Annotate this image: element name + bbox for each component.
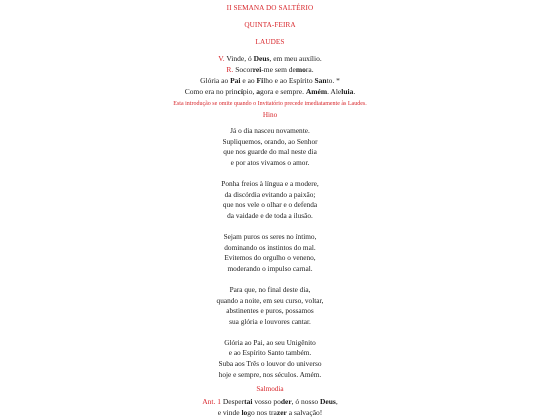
week-heading: II SEMANA DO SALTÉRIO bbox=[226, 4, 314, 12]
hymn-line: e por atos vivamos o amor. bbox=[230, 157, 310, 167]
antiphon-text-g: , bbox=[335, 397, 338, 407]
gloria-line bbox=[0, 75, 540, 86]
hymn-line: Ponha freios à língua e a modere, bbox=[221, 178, 319, 188]
hymn-line: e ao Espírito Santo também. bbox=[228, 348, 312, 358]
gloria-text-c: e ao bbox=[240, 76, 257, 85]
hymn-line: dominando os instintos do mal. bbox=[224, 242, 316, 252]
hymn-line: da discórdia evitando a paixão; bbox=[224, 189, 316, 199]
como-text-a: Como era no prin bbox=[184, 87, 238, 96]
response-line bbox=[0, 64, 540, 75]
antiphon-text-j: go nos tra bbox=[247, 407, 277, 417]
versicle-marker: V. bbox=[218, 54, 225, 63]
psalmody-heading: Salmodia bbox=[256, 385, 284, 394]
como-text-h: luia bbox=[341, 87, 354, 96]
gloria-text-e: lho e ao Espírito bbox=[263, 76, 315, 85]
rubric-note: Esta introdução se omite quando o Invitatório precede imediatamente às Laudes. bbox=[173, 101, 367, 107]
como-text-i: . bbox=[353, 87, 356, 96]
gloria-text-a: Glória ao bbox=[200, 76, 231, 85]
day-heading: QUINTA-FEIRA bbox=[244, 21, 296, 29]
hymn-line: Glória ao Pai, ao seu Unigênito bbox=[224, 337, 316, 347]
antiphon-text-a: Desper bbox=[221, 397, 245, 407]
hymn-heading: Hino bbox=[262, 111, 278, 119]
hymn-line: Suba aos Três o louvor do universo bbox=[218, 359, 322, 369]
hymn-line: Para que, no final deste dia, bbox=[229, 284, 311, 294]
como-text-b: cí bbox=[237, 87, 243, 96]
antiphon-text-e: , ó nosso bbox=[291, 397, 321, 407]
hymn-line: Já o dia nasceu novamente. bbox=[230, 126, 310, 135]
antiphon-text-h: e vinde bbox=[217, 407, 242, 417]
response-text-c: -me sem de bbox=[261, 65, 296, 74]
gloria-text-b: Pai bbox=[230, 76, 241, 85]
como-text-d: a bbox=[256, 87, 260, 96]
gloria-text-d: Fi bbox=[256, 76, 264, 85]
hymn-line: moderando o impulso carnal. bbox=[227, 263, 313, 273]
antiphon-line-2 bbox=[0, 408, 540, 418]
hymn-line: sua glória e louvores cantar. bbox=[229, 316, 311, 326]
antiphon-text-d: der bbox=[280, 397, 292, 407]
hymn-stanza bbox=[0, 126, 540, 168]
hymn-line: abstinentes e puros, possamos bbox=[226, 306, 314, 316]
response-text-a: Socor bbox=[233, 65, 253, 74]
hymn-line: hoje e sempre, nos séculos. Amém. bbox=[218, 369, 322, 379]
como-era-line bbox=[0, 86, 540, 97]
versicle-text-c: , em meu auxílio. bbox=[269, 54, 322, 63]
como-text-f: Amém bbox=[305, 87, 328, 96]
como-text-g: . Ale bbox=[327, 87, 342, 96]
hymn-stanza bbox=[0, 338, 540, 380]
response-text-e: ra. bbox=[305, 65, 314, 74]
antiphon-text-b: tai bbox=[244, 397, 253, 407]
gloria-text-f: San bbox=[314, 76, 327, 85]
antiphon-text-k: zer bbox=[276, 407, 287, 417]
introduction bbox=[0, 53, 540, 97]
hymn-stanza bbox=[0, 285, 540, 327]
versicle-line bbox=[0, 53, 540, 64]
response-marker: R. bbox=[226, 65, 234, 74]
antiphon-text-l: a salvação! bbox=[286, 407, 323, 417]
hymn-line: Supliquemos, orando, ao Senhor bbox=[222, 136, 318, 146]
hymn-line: que nos guarde do mal neste dia bbox=[223, 147, 317, 157]
gloria-text-g: to. * bbox=[326, 76, 340, 85]
antiphon-text-f: Deus bbox=[320, 397, 336, 407]
antiphon-text-i: lo bbox=[241, 407, 248, 417]
hour-heading: LAUDES bbox=[255, 38, 285, 46]
hymn-line: Sejam puros os seres no íntimo, bbox=[223, 231, 317, 241]
antiphon-marker: Ant. 1 bbox=[202, 397, 222, 407]
response-text-d: mo bbox=[295, 65, 306, 74]
hymn-stanza bbox=[0, 232, 540, 274]
hymn-line: da vaidade e de toda a ilusão. bbox=[227, 210, 313, 220]
hymn bbox=[0, 126, 540, 380]
versicle-text-b: Deus bbox=[253, 54, 270, 63]
como-text-c: pio, bbox=[242, 87, 257, 96]
antiphon-text-c: vosso po bbox=[252, 397, 281, 407]
antiphon-line-1 bbox=[0, 397, 540, 408]
hymn-line: Evitemos do orgulho o veneno, bbox=[224, 253, 316, 263]
versicle-text-a: Vinde, ó bbox=[224, 54, 254, 63]
hymn-line: quando a noite, em seu curso, voltar, bbox=[216, 295, 324, 305]
hymn-line: que nos vele o olhar e o defenda bbox=[222, 200, 318, 210]
response-text-b: rei bbox=[252, 65, 262, 74]
como-text-e: gora e sempre. bbox=[260, 87, 306, 96]
hymn-stanza bbox=[0, 179, 540, 221]
antiphon bbox=[0, 397, 540, 418]
